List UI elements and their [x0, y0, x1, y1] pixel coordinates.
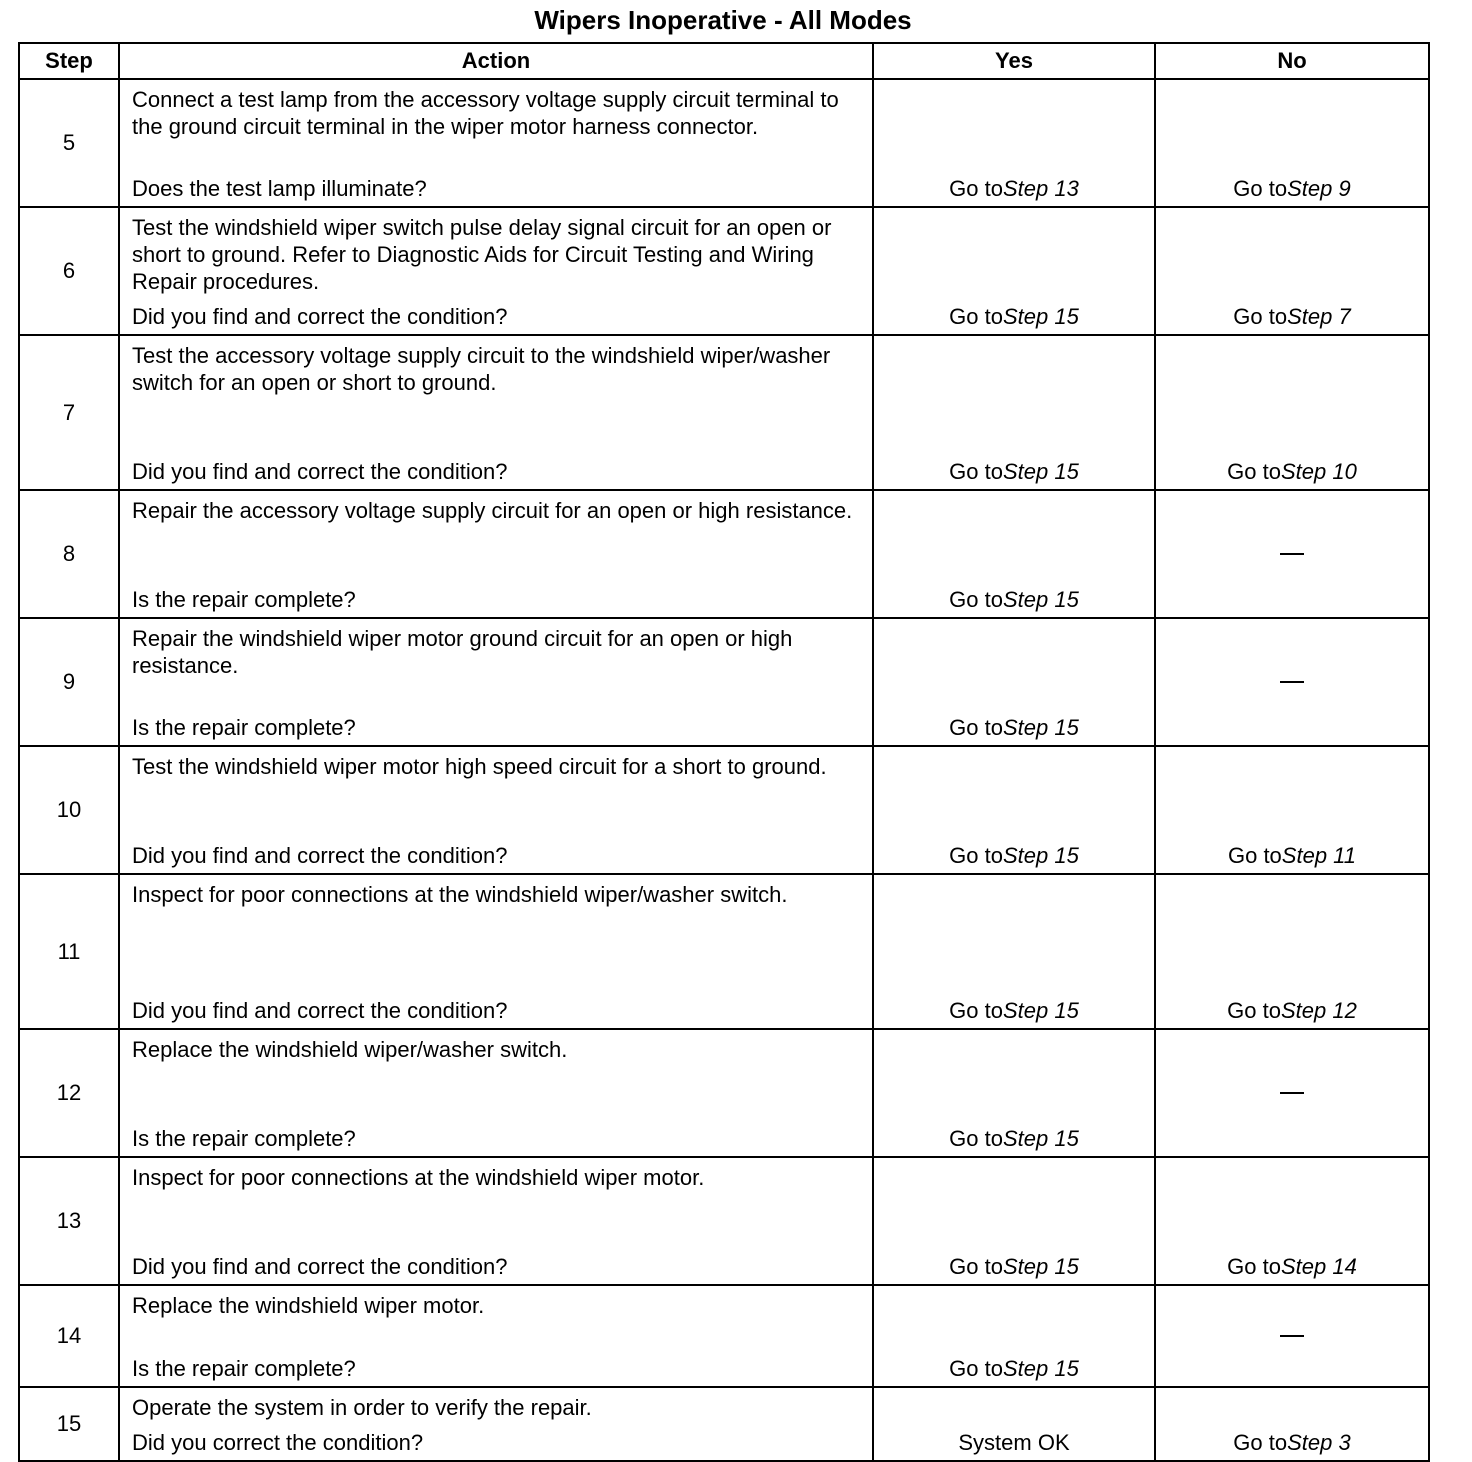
action-text: Repair the accessory voltage supply circuit for an open or high resistance.	[132, 498, 853, 523]
action-content	[120, 747, 872, 873]
header-row	[19, 43, 1429, 79]
yes-cell	[873, 335, 1155, 490]
yes-outcome	[874, 1158, 1154, 1284]
no-outcome	[1156, 336, 1428, 489]
action-cell	[119, 1029, 873, 1157]
yes-outcome	[874, 747, 1154, 873]
step-number-text: 6	[62, 258, 76, 283]
no-cell	[1155, 746, 1429, 874]
no-outcome	[1156, 208, 1428, 334]
yes-step-ref: Step 15	[1002, 587, 1079, 612]
step-number	[19, 618, 119, 746]
step-number	[19, 207, 119, 335]
yes-prefix: Go to	[949, 715, 1003, 740]
action-content	[120, 336, 872, 489]
no-step-ref: Step 14	[1280, 1254, 1357, 1279]
table-row	[19, 79, 1429, 207]
table-row	[19, 490, 1429, 618]
step-number-text: 13	[56, 1208, 82, 1233]
no-prefix: Go to	[1227, 1254, 1281, 1279]
step-number-text: 7	[62, 399, 76, 425]
table-row	[19, 207, 1429, 335]
action-content	[120, 80, 872, 206]
action-question: Is the repair complete?	[132, 1126, 356, 1151]
yes-outcome	[874, 491, 1154, 617]
yes-step-ref: Step 15	[1002, 715, 1079, 740]
no-step-ref: Step 3	[1287, 1430, 1351, 1455]
action-cell	[119, 1285, 873, 1387]
step-number	[19, 335, 119, 490]
table-row	[19, 1285, 1429, 1387]
action-text: Test the windshield wiper motor high speed circuit for a short to ground.	[132, 754, 827, 779]
step-number	[19, 746, 119, 874]
no-prefix: Go to	[1233, 176, 1288, 201]
yes-prefix: Go to	[949, 1254, 1003, 1279]
yes-cell	[873, 207, 1155, 335]
no-outcome-na	[1156, 491, 1428, 617]
no-prefix: Go to	[1227, 998, 1281, 1023]
action-cell	[119, 1387, 873, 1461]
no-cell	[1155, 618, 1429, 746]
yes-step-ref: Step 15	[1002, 1126, 1079, 1151]
step-number	[19, 1387, 119, 1461]
no-cell	[1155, 490, 1429, 618]
header-yes: Yes	[873, 43, 1155, 79]
no-outcome	[1156, 875, 1428, 1028]
action-text: Repair the windshield wiper motor ground circuit for an open or high resistance.	[132, 626, 793, 678]
yes-step-ref: Step 15	[1002, 304, 1079, 329]
table-row	[19, 335, 1429, 490]
yes-prefix: Go to	[949, 1356, 1003, 1381]
header-no: No	[1155, 43, 1429, 79]
step-number	[19, 79, 119, 207]
action-text: Test the windshield wiper switch pulse delay signal circuit for an open or short to ground. Refer to Diagnostic Aids for Circuit Testing and Wiring Repair procedures.	[132, 215, 832, 294]
action-text: Inspect for poor connections at the windshield wiper motor.	[132, 1165, 705, 1190]
yes-prefix: Go to	[949, 1126, 1003, 1151]
yes-cell	[873, 618, 1155, 746]
action-text: Connect a test lamp from the accessory voltage supply circuit terminal to the ground circuit terminal in the wiper motor harness connector.	[132, 87, 839, 139]
no-cell	[1155, 335, 1429, 490]
action-question: Is the repair complete?	[132, 1356, 356, 1381]
no-outcome	[1156, 80, 1428, 206]
yes-cell	[873, 79, 1155, 207]
yes-step-ref: Step 15	[1002, 459, 1079, 484]
no-outcome-na	[1156, 619, 1428, 745]
yes-outcome	[874, 1030, 1154, 1156]
yes-cell	[873, 746, 1155, 874]
no-cell	[1155, 207, 1429, 335]
action-content	[120, 1286, 872, 1386]
action-text: Inspect for poor connections at the windshield wiper/washer switch.	[132, 882, 788, 907]
step-number-text: 10	[56, 797, 82, 822]
yes-prefix: Go to	[949, 843, 1003, 868]
header-step: Step	[19, 43, 119, 79]
step-number	[19, 874, 119, 1029]
no-step-ref: Step 7	[1287, 304, 1351, 329]
action-content	[120, 208, 872, 334]
yes-outcome	[874, 1388, 1154, 1460]
yes-step-ref: Step 15	[1002, 843, 1079, 868]
yes-step-ref: Step 15	[1002, 1356, 1079, 1381]
action-content	[120, 1388, 872, 1460]
header-action: Action	[119, 43, 873, 79]
action-question: Did you find and correct the condition?	[132, 998, 508, 1023]
yes-prefix: System OK	[958, 1430, 1070, 1455]
no-outcome	[1156, 1158, 1428, 1284]
no-step-ref: Step 10	[1280, 459, 1357, 484]
action-cell	[119, 1157, 873, 1285]
yes-cell	[873, 1157, 1155, 1285]
action-text: Operate the system in order to verify the repair.	[132, 1395, 592, 1420]
step-number	[19, 1157, 119, 1285]
table-row	[19, 618, 1429, 746]
yes-outcome	[874, 1286, 1154, 1386]
yes-step-ref: Step 13	[1002, 176, 1079, 201]
step-number-text: 15	[56, 1411, 82, 1436]
action-question: Did you correct the condition?	[132, 1430, 424, 1455]
action-text: Replace the windshield wiper motor.	[132, 1293, 485, 1318]
action-text: Test the accessory voltage supply circuit to the windshield wiper/washer switch for an open or short to ground.	[132, 343, 831, 395]
table-row	[19, 1157, 1429, 1285]
step-number-text: 11	[57, 938, 81, 964]
dash-mark	[1280, 1335, 1304, 1337]
yes-outcome	[874, 80, 1154, 206]
yes-prefix: Go to	[949, 587, 1003, 612]
no-outcome	[1156, 1388, 1428, 1460]
no-step-ref: Step 11	[1281, 843, 1357, 868]
no-prefix: Go to	[1233, 304, 1288, 329]
step-number-text: 9	[62, 669, 76, 694]
no-cell	[1155, 1285, 1429, 1387]
action-content	[120, 619, 872, 745]
table-row	[19, 874, 1429, 1029]
yes-outcome	[874, 619, 1154, 745]
no-cell	[1155, 1157, 1429, 1285]
action-question: Does the test lamp illuminate?	[132, 176, 427, 201]
action-question: Is the repair complete?	[132, 715, 356, 740]
no-outcome-na	[1156, 1286, 1428, 1386]
yes-cell	[873, 1387, 1155, 1461]
dash-mark	[1280, 553, 1304, 555]
action-content	[120, 875, 872, 1028]
no-cell	[1155, 1387, 1429, 1461]
yes-cell	[873, 1029, 1155, 1157]
yes-outcome	[874, 875, 1154, 1028]
yes-outcome	[874, 336, 1154, 489]
action-cell	[119, 746, 873, 874]
action-cell	[119, 490, 873, 618]
action-question: Did you find and correct the condition?	[132, 1254, 508, 1279]
step-number-text: 14	[56, 1323, 82, 1348]
yes-prefix: Go to	[949, 459, 1003, 484]
dash-mark	[1280, 1092, 1304, 1094]
no-cell	[1155, 1029, 1429, 1157]
step-number-text: 8	[62, 541, 76, 566]
yes-prefix: Go to	[949, 304, 1003, 329]
action-question: Did you find and correct the condition?	[132, 304, 508, 329]
yes-step-ref: Step 15	[1002, 1254, 1079, 1279]
page-title: Wipers Inoperative - All Modes	[534, 5, 912, 35]
yes-cell	[873, 1285, 1155, 1387]
action-cell	[119, 207, 873, 335]
table-row	[19, 746, 1429, 874]
action-question: Did you find and correct the condition?	[132, 459, 508, 484]
no-prefix: Go to	[1227, 843, 1282, 868]
action-question: Did you find and correct the condition?	[132, 843, 508, 868]
no-prefix: Go to	[1227, 459, 1281, 484]
no-step-ref: Step 9	[1287, 176, 1351, 201]
action-question: Is the repair complete?	[132, 587, 356, 612]
no-prefix: Go to	[1233, 1430, 1288, 1455]
step-number-text: 12	[56, 1080, 82, 1105]
step-number	[19, 1029, 119, 1157]
yes-prefix: Go to	[949, 998, 1003, 1023]
yes-prefix: Go to	[949, 176, 1003, 201]
yes-cell	[873, 874, 1155, 1029]
step-number	[19, 1285, 119, 1387]
yes-step-ref: Step 15	[1002, 998, 1079, 1023]
yes-cell	[873, 490, 1155, 618]
step-number	[19, 490, 119, 618]
action-content	[120, 1158, 872, 1284]
action-cell	[119, 618, 873, 746]
no-outcome	[1156, 747, 1428, 873]
action-content	[120, 1030, 872, 1156]
step-number-text: 5	[62, 130, 76, 155]
no-step-ref: Step 12	[1280, 998, 1357, 1023]
action-cell	[119, 335, 873, 490]
action-text: Replace the windshield wiper/washer switch.	[132, 1037, 568, 1062]
action-cell	[119, 874, 873, 1029]
action-content	[120, 491, 872, 617]
yes-outcome	[874, 208, 1154, 334]
action-cell	[119, 79, 873, 207]
no-cell	[1155, 874, 1429, 1029]
no-outcome-na	[1156, 1030, 1428, 1156]
table-row	[19, 1387, 1429, 1461]
no-cell	[1155, 79, 1429, 207]
dash-mark	[1280, 681, 1304, 683]
diagnostic-table	[18, 42, 1430, 1462]
table-row	[19, 1029, 1429, 1157]
